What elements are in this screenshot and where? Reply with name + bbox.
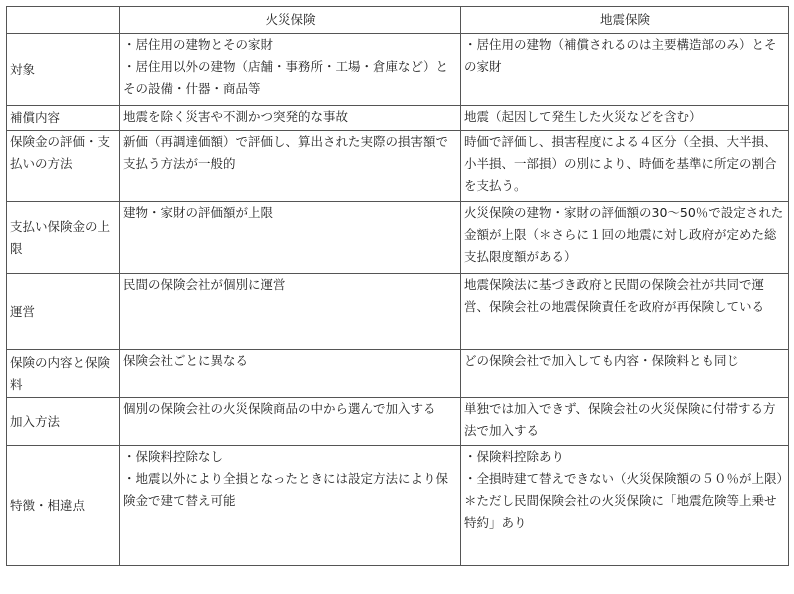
quake-cell-enrollment (461, 398, 789, 446)
row-label-target: 対象 (7, 34, 120, 106)
table-row (7, 350, 789, 398)
table-row (7, 202, 789, 274)
fire-cell-enrollment (120, 398, 461, 446)
fire-cell-valuation (120, 131, 461, 202)
fire-cell-operation (120, 274, 461, 350)
row-label-content-premium: 保険の内容と保険料 (7, 350, 120, 398)
cell-text-line: 地震保険法に基づき政府と民間の保険会社が共同で運営、保険会社の地震保険責任を政府が再保険している (464, 277, 765, 314)
table-row (7, 106, 789, 131)
fire-cell-content-premium (120, 350, 461, 398)
cell-text-line: 火災保険の建物・家財の評価額の30～50％で設定された金額が上限（＊さらに１回の地震に対し政府が定めた総支払限度額がある） (464, 205, 784, 264)
cell-text-line: ・地震以外により全損となったときには設定方法により保険金で建て替え可能 (123, 470, 449, 508)
cell-text-line: ＊ただし民間保険会社の火災保険に「地震危険等上乗せ特約」あり (464, 492, 777, 530)
cell-text-line: 地震を除く災害や不測かつ突発的な事故 (123, 109, 349, 124)
row-label-features: 特徴・相違点 (7, 446, 120, 566)
row-label-valuation: 保険金の評価・支払いの方法 (7, 131, 120, 202)
cell-text-line: 単独では加入できず、保険会社の火災保険に付帯する方法で加入する (464, 401, 776, 438)
cell-text-line: どの保険会社で加入しても内容・保険料とも同じ (464, 353, 740, 368)
cell-text-line: ・居住用の建物とその家財 (123, 37, 274, 52)
table-header-row (7, 7, 789, 34)
row-label-limit: 支払い保険金の上限 (7, 202, 120, 274)
quake-cell-operation (461, 274, 789, 350)
table-row (7, 34, 789, 106)
row-label-coverage: 補償内容 (7, 106, 120, 131)
fire-insurance-header: 火災保険 (120, 7, 461, 34)
cell-text-line: 個別の保険会社の火災保険商品の中から選んで加入する (123, 401, 436, 416)
cell-text-line: ・保険料控除あり (464, 449, 565, 464)
quake-cell-target (461, 34, 789, 106)
table-row (7, 398, 789, 446)
quake-cell-valuation (461, 131, 789, 202)
quake-cell-limit (461, 202, 789, 274)
row-label-enrollment: 加入方法 (7, 398, 120, 446)
table-row (7, 446, 789, 566)
cell-text-line: 新価（再調達価額）で評価し、算出された実際の損害額で支払う方法が一般的 (123, 134, 449, 171)
cell-text-line: ・居住用以外の建物（店舗・事務所・工場・倉庫など）とその設備・什器・商品等 (123, 58, 449, 96)
cell-text-line: 民間の保険会社が個別に運営 (123, 277, 286, 292)
quake-cell-coverage (461, 106, 789, 131)
cell-text-line: ・全損時建て替えできない（火災保険額の５０％が上限） (464, 470, 790, 486)
cell-text-line: 時価で評価し、損害程度による４区分（全損、大半損、小半損、一部損）の別により、時価を基準に所定の割合を支払う。 (464, 134, 777, 193)
cell-text-line: 建物・家財の評価額が上限 (123, 205, 274, 220)
quake-cell-features (461, 446, 789, 566)
cell-text-line: 地震（起因して発生した火災などを含む） (464, 109, 702, 124)
cell-text-line: 保険会社ごとに異なる (123, 353, 249, 368)
insurance-comparison-table (6, 6, 789, 566)
quake-cell-content-premium (461, 350, 789, 398)
earthquake-insurance-header: 地震保険 (461, 7, 789, 34)
row-label-operation: 運営 (7, 274, 120, 350)
table-row (7, 131, 789, 202)
fire-cell-features (120, 446, 461, 566)
fire-cell-limit (120, 202, 461, 274)
table-row (7, 274, 789, 350)
fire-cell-target (120, 34, 461, 106)
corner-header-cell (7, 7, 120, 34)
cell-text-line: ・保険料控除なし (123, 449, 224, 464)
cell-text-line: ・居住用の建物（補償されるのは主要構造部のみ）とその家財 (464, 37, 777, 74)
fire-cell-coverage (120, 106, 461, 131)
